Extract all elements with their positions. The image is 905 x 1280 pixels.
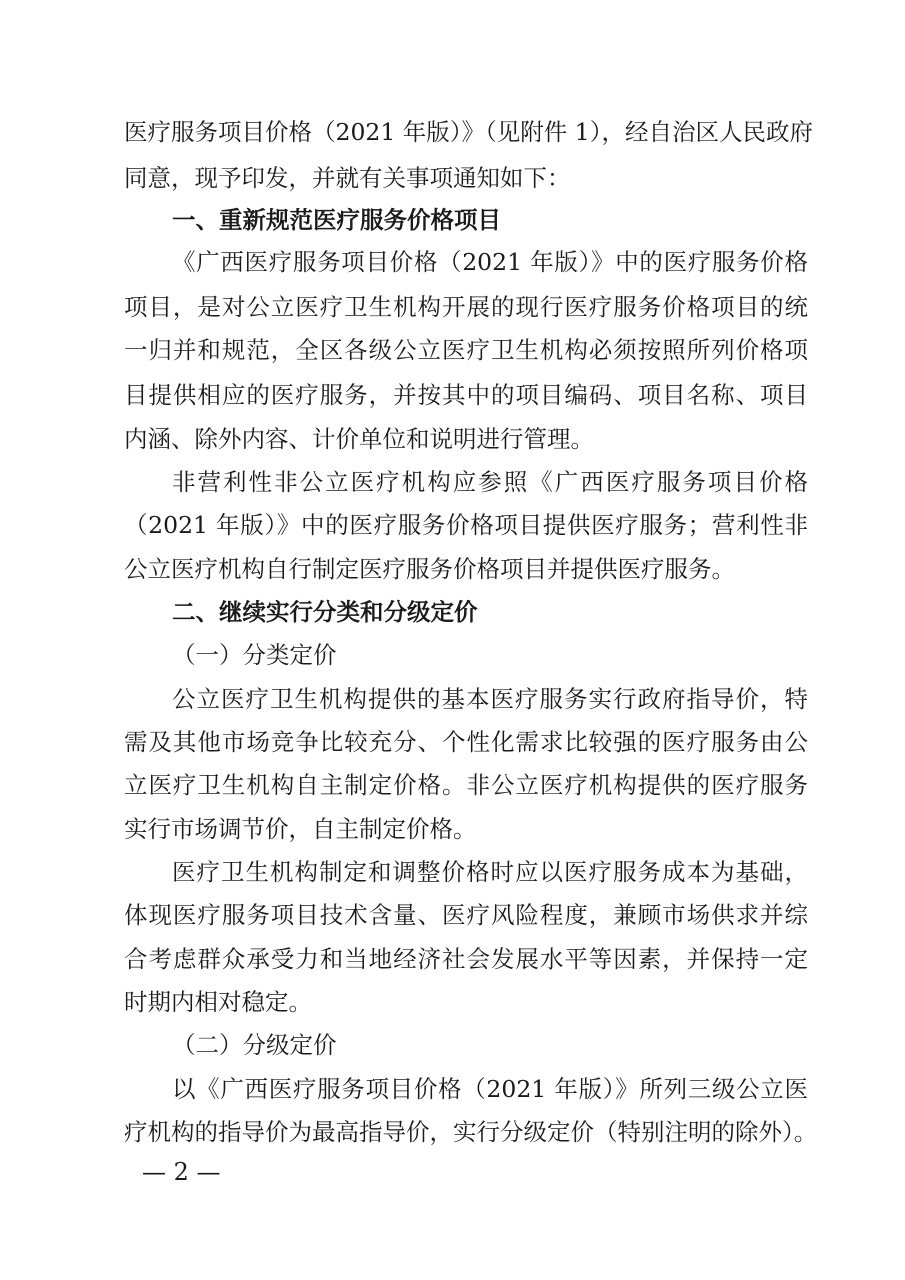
section-heading-1: 一、重新规范医疗服务价格项目 [172, 206, 501, 234]
body-line: 非营利性非公立医疗机构应参照《广西医疗服务项目价格 [172, 468, 808, 496]
body-line: 需及其他市场竞争比较充分、个性化需求比较强的医疗服务由公 [124, 728, 808, 756]
body-line: 公立医疗机构自行制定医疗服务价格项目并提供医疗服务。 [124, 555, 735, 583]
subsection-heading-2: （二）分级定价 [172, 1031, 337, 1059]
body-line: 内涵、除外内容、计价单位和说明进行管理。 [124, 425, 594, 453]
body-line: 实行市场调节价，自主制定价格。 [124, 815, 477, 843]
body-line: 医疗卫生机构制定和调整价格时应以医疗服务成本为基础， [172, 858, 808, 886]
section-heading-2: 二、继续实行分类和分级定价 [172, 598, 478, 626]
subsection-heading-1: （一）分类定价 [172, 641, 337, 669]
body-line: 时期内相对稳定。 [124, 988, 312, 1016]
body-line: （2021 年版）》中的医疗服务价格项目提供医疗服务；营利性非 [124, 511, 808, 539]
page-number: — 2 — [142, 1158, 221, 1186]
body-line: 公立医疗卫生机构提供的基本医疗服务实行政府指导价，特 [172, 685, 808, 713]
body-line: 以《广西医疗服务项目价格（2021 年版）》所列三级公立医 [172, 1075, 808, 1103]
body-line: 同意，现予印发，并就有关事项通知如下： [124, 164, 571, 192]
body-line: 医疗服务项目价格（2021 年版）》（见附件 1），经自治区人民政府 [124, 118, 813, 146]
body-line: 立医疗卫生机构自主制定价格。非公立医疗机构提供的医疗服务 [124, 771, 808, 799]
body-line: 合考虑群众承受力和当地经济社会发展水平等因素，并保持一定 [124, 945, 808, 973]
body-line: 疗机构的指导价为最高指导价，实行分级定价（特别注明的除外）。 [124, 1118, 818, 1146]
body-line: 项目，是对公立医疗卫生机构开展的现行医疗服务价格项目的统 [124, 293, 808, 321]
body-line: 体现医疗服务项目技术含量、医疗风险程度，兼顾市场供求并综 [124, 901, 808, 929]
body-line: 一归并和规范，全区各级公立医疗卫生机构必须按照所列价格项 [124, 336, 808, 364]
body-line: 《广西医疗服务项目价格（2021 年版）》中的医疗服务价格 [172, 248, 808, 276]
body-line: 目提供相应的医疗服务，并按其中的项目编码、项目名称、项目 [124, 381, 808, 409]
